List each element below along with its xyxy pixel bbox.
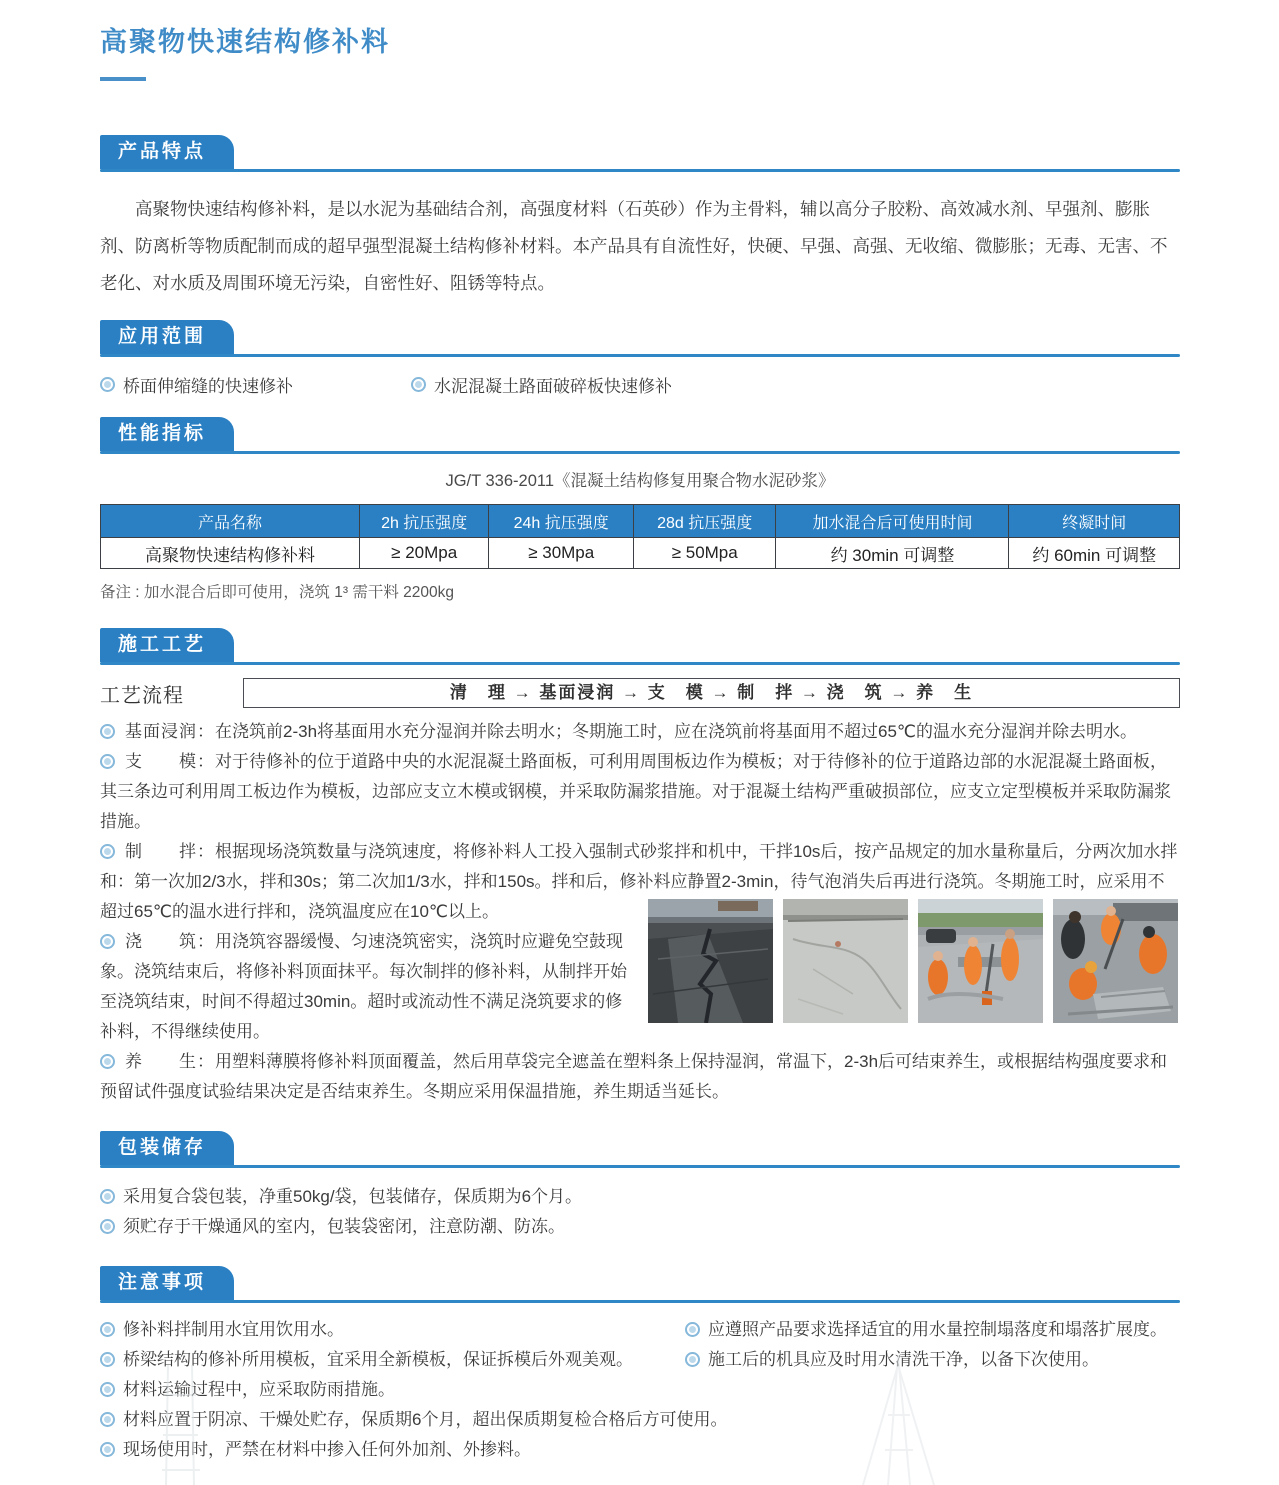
performance-standard-line: JG/T 336-2011《混凝土结构修复用聚合物水泥砂浆》 xyxy=(445,472,835,490)
section-head-process xyxy=(100,628,1180,665)
section-rule xyxy=(100,662,1180,665)
application-items xyxy=(100,372,1180,397)
section-head-packaging xyxy=(100,1131,1180,1168)
packaging-item xyxy=(100,1212,1180,1242)
section-rule xyxy=(100,354,1180,357)
note-item xyxy=(100,1315,685,1345)
workers-pouring-repair-photo xyxy=(1053,899,1178,1023)
application-item xyxy=(411,372,672,397)
circle-bullet-icon xyxy=(100,1442,115,1457)
packaging-item xyxy=(100,1182,1180,1212)
step-label: 基面浸润： xyxy=(125,722,215,741)
process-step xyxy=(100,717,1180,747)
performance-table xyxy=(100,504,1180,569)
circle-bullet-icon xyxy=(100,1412,115,1427)
application-item-label: 桥面伸缩缝的快速修补 xyxy=(123,377,293,396)
table-cell: 高聚物快速结构修补料 xyxy=(101,538,360,569)
step-label: 支 模： xyxy=(125,752,215,771)
step-label: 制 拌： xyxy=(125,842,215,861)
section-head-performance xyxy=(100,417,1180,454)
circle-bullet-icon xyxy=(100,1189,115,1204)
column-header: 2h 抗压强度 xyxy=(359,505,488,538)
section-tab-features: 产品特点 xyxy=(100,135,234,169)
step-body: 对于待修补的位于道路中央的水泥混凝土路面板，可利用周围板边作为模板；对于待修补的位于道路边部的水泥混凝土路面板，其三条边可利用周工板边作为模板，边部应支立木模或钢模，并采取防漏浆措施。对于混凝土结构严重破损部位，应支立定型模板并采取防漏浆措施。 xyxy=(100,752,1171,831)
circle-bullet-icon xyxy=(100,1352,115,1367)
table-cell: ≥ 20Mpa xyxy=(359,538,488,569)
process-step xyxy=(100,747,1180,837)
column-header: 产品名称 xyxy=(101,505,360,538)
step-body: 用浇筑容器缓慢、匀速浇筑密实，浇筑时应避免空鼓现象。浇筑结束后，将修补料顶面抹平。每次制拌的修补料，从制拌开始至浇筑结束，时间不得超过30min。超时或流动性不满足浇筑要求的修补料，不得继续使用。 xyxy=(100,932,627,1041)
application-item-label: 水泥混凝土路面破碎板快速修补 xyxy=(434,377,672,396)
process-flow-label: 工艺流程 xyxy=(100,684,184,707)
section-rule xyxy=(100,169,1180,172)
circle-bullet-icon xyxy=(685,1352,700,1367)
section-tab-process: 施工工艺 xyxy=(100,628,234,662)
section-head-features xyxy=(100,135,1180,172)
process-step xyxy=(100,1047,1180,1107)
circle-bullet-icon xyxy=(100,1219,115,1234)
step-body: 根据现场浇筑数量与浇筑速度，将修补料人工投入强制式砂浆拌和机中，干拌10s后，按产品规定的加水量称量后，分两次加水拌和：第一次加2/3水，拌和30s；第二次加1/3水，拌和150s。拌和后，修补料应静置2-3min，待气泡消失后再进行浇筑。冬期施工时，应采用不超过65℃的温水进行拌和，浇筑温度应在10℃以上。 xyxy=(100,842,1178,921)
construction-photo-strip xyxy=(648,899,1180,1023)
table-header-row xyxy=(101,505,1180,538)
column-header: 终凝时间 xyxy=(1009,505,1180,538)
section-head-notes xyxy=(100,1266,1180,1303)
table-cell: ≥ 30Mpa xyxy=(489,538,634,569)
road-repair-workers-photo xyxy=(918,899,1043,1023)
notes-full-width-items xyxy=(100,1375,1180,1465)
column-header: 24h 抗压强度 xyxy=(489,505,634,538)
table-cell: ≥ 50Mpa xyxy=(634,538,776,569)
note-item xyxy=(100,1345,685,1375)
circle-bullet-icon xyxy=(100,1322,115,1337)
section-rule xyxy=(100,1300,1180,1303)
table-cell: 约 30min 可调整 xyxy=(776,538,1009,569)
circle-bullet-icon xyxy=(100,377,115,392)
note-item-text: 材料运输过程中，应采取防雨措施。 xyxy=(123,1380,395,1399)
circle-bullet-icon xyxy=(685,1322,700,1337)
step-body: 在浇筑前2-3h将基面用水充分湿润并除去明水；冬期施工时，应在浇筑前将基面用不超过65℃的温水充分湿润并除去明水。 xyxy=(215,722,1138,741)
application-item xyxy=(100,372,293,397)
step-body: 用塑料薄膜将修补料顶面覆盖，然后用草袋完全遮盖在塑料条上保持湿润，常温下，2-3h后可结束养生，或根据结构强度要求和预留试件强度试验结果决定是否结束养生。冬期应采用保温措施，养生期适当延长。 xyxy=(100,1052,1168,1101)
circle-bullet-icon xyxy=(411,377,426,392)
process-flow-row xyxy=(100,678,1180,708)
note-item-text: 材料应置于阴凉、干燥处贮存，保质期6个月，超出保质期复检合格后方可使用。 xyxy=(123,1410,728,1429)
column-header: 28d 抗压强度 xyxy=(634,505,776,538)
page-title: 高聚物快速结构修补料 xyxy=(100,27,390,57)
section-rule xyxy=(100,451,1180,454)
note-item-text: 桥梁结构的修补所用模板，宜采用全新模板，保证拆模后外观美观。 xyxy=(123,1350,633,1369)
packaging-item-text: 采用复合袋包装，净重50kg/袋，包装储存，保质期为6个月。 xyxy=(123,1187,583,1206)
note-item xyxy=(685,1315,1180,1345)
note-item xyxy=(100,1405,1180,1435)
packaging-items xyxy=(100,1182,1180,1242)
circle-bullet-icon xyxy=(100,754,115,769)
section-tab-performance: 性能指标 xyxy=(100,417,234,451)
packaging-item-text: 须贮存于干燥通风的室内，包装袋密闭，注意防潮、防冻。 xyxy=(123,1217,565,1236)
dark-cracked-pavement-photo xyxy=(648,899,773,1023)
section-tab-application: 应用范围 xyxy=(100,320,234,354)
step-label: 养 生： xyxy=(125,1052,215,1071)
features-paragraph: 高聚物快速结构修补料，是以水泥为基础结合剂，高强度材料（石英砂）作为主骨料，辅以高分子胶粉、高效减水剂、早强剂、膨胀剂、防离析等物质配制而成的超早强型混凝土结构修补材料。本产品具有自流性好，快硬、早强、高强、无收缩、微膨胀；无毒、无害、不老化、对水质及周围环境无污染，自密性好、阻锈等特点。 xyxy=(100,199,1168,293)
section-tab-packaging: 包装储存 xyxy=(100,1131,234,1165)
table-cell: 约 60min 可调整 xyxy=(1009,538,1180,569)
circle-bullet-icon xyxy=(100,844,115,859)
note-item-text: 应遵照产品要求选择适宜的用水量控制塌落度和塌落扩展度。 xyxy=(708,1320,1167,1339)
section-rule xyxy=(100,1165,1180,1168)
title-underline-dash xyxy=(100,77,146,81)
performance-note: 备注 : 加水混合后即可使用，浇筑 1³ 需干料 2200kg xyxy=(100,584,454,601)
step-label: 浇 筑： xyxy=(125,932,215,951)
note-item-text: 施工后的机具应及时用水清洗干净，以备下次使用。 xyxy=(708,1350,1099,1369)
circle-bullet-icon xyxy=(100,1382,115,1397)
process-flow-diagram: 清 理 → 基面浸润 → 支 模 → 制 拌 → 浇 筑 → 养 生 xyxy=(243,678,1180,708)
process-steps xyxy=(100,717,1180,1107)
notes-grid xyxy=(100,1315,1180,1375)
table-row xyxy=(101,538,1180,569)
note-item xyxy=(685,1345,1180,1375)
circle-bullet-icon xyxy=(100,1054,115,1069)
circle-bullet-icon xyxy=(100,724,115,739)
note-item xyxy=(100,1435,1180,1465)
column-header: 加水混合后可使用时间 xyxy=(776,505,1009,538)
note-item-text: 现场使用时，严禁在材料中掺入任何外加剂、外掺料。 xyxy=(123,1440,531,1459)
circle-bullet-icon xyxy=(100,934,115,949)
light-cracked-concrete-photo xyxy=(783,899,908,1023)
section-tab-notes: 注意事项 xyxy=(100,1266,234,1300)
section-head-application xyxy=(100,320,1180,357)
note-item-text: 修补料拌制用水宜用饮用水。 xyxy=(123,1320,344,1339)
